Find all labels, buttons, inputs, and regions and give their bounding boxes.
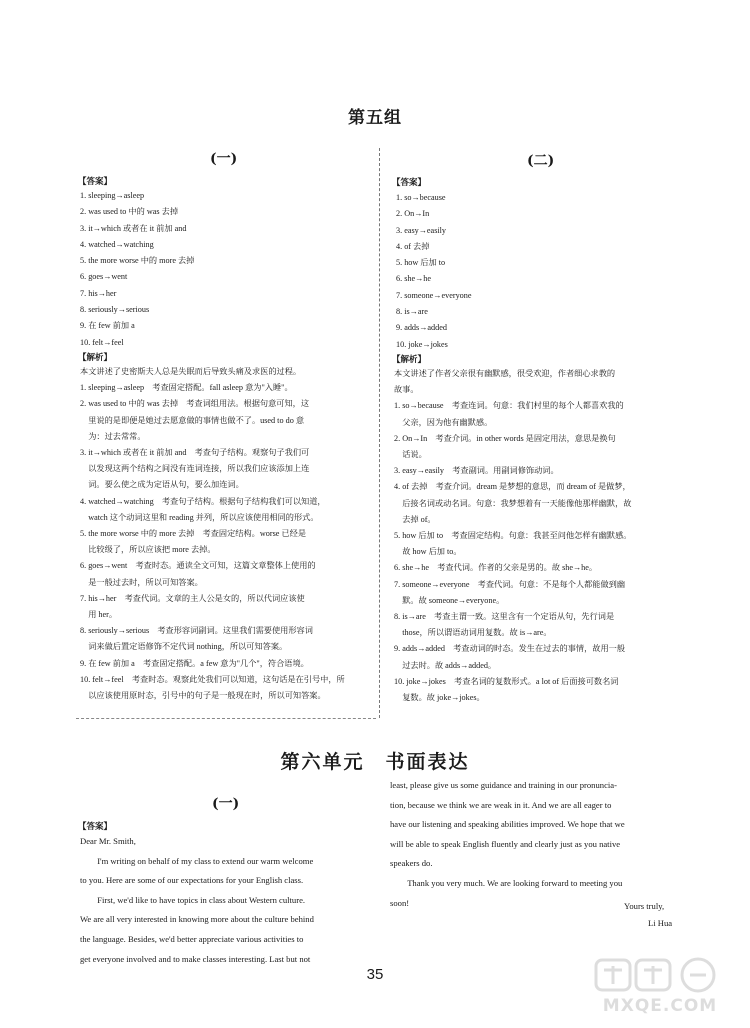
list-item: 4. of 去掉 xyxy=(396,241,430,251)
analysis-line: 去掉 of。 xyxy=(394,514,436,524)
section1-analysis xyxy=(80,364,376,704)
analysis-line: 5. how 后加 to 考查固定结构。句意：我甚至问他怎样有幽默感。 xyxy=(394,531,632,541)
analysis-line: 本文讲述了作者父亲很有幽默感，很受欢迎，作者细心求教的 xyxy=(394,369,616,378)
letter-line: least, please give us some guidance and training in our pronuncia- xyxy=(390,780,617,790)
analysis-line: 2. On→In 考查介词。in other words 是固定用法，意思是换句 xyxy=(394,433,616,443)
analysis-line: 10. joke→jokes 考查名词的复数形式。a lot of 后面接可数名词 xyxy=(394,676,619,686)
letter-line: speakers do. xyxy=(390,858,433,869)
analysis-line: 故事。 xyxy=(394,385,419,395)
analysis-line: 5. the more worse 中的 more 去掉 考查固定结构。worse 已经是 xyxy=(80,529,307,539)
list-item: 2. was used to 中的 was 去掉 xyxy=(80,207,179,217)
section3-heading: (一) xyxy=(212,796,240,812)
list-item: 8. seriously→serious xyxy=(80,305,150,315)
analysis-line: 词。要么使之成为定语从句，要么加连词。 xyxy=(80,480,244,490)
letter-left-column xyxy=(80,832,376,969)
analysis-line: 6. she→he 考查代词。作者的父亲是男的。故 she→he。 xyxy=(394,563,598,573)
page-number: 35 xyxy=(366,966,384,983)
letter-line: Thank you very much. We are looking forward to meeting you xyxy=(390,877,623,888)
section2-answer-list xyxy=(396,190,471,353)
list-item: 1. sleeping→asleep xyxy=(80,191,145,200)
analysis-line: 词来做后置定语修饰不定代词 nothing，所以可知答案。 xyxy=(80,642,288,652)
analysis-line: 7. his→her 考查代词。文章的主人公是女的，所以代词应该使 xyxy=(80,593,305,603)
analysis-line: those，所以谓语动词用复数。故 is→are。 xyxy=(394,628,552,638)
list-item: 10. joke→jokes xyxy=(396,339,448,349)
analysis-line: 以应该使用原时态，引号中的句子是一般现在时，所以可知答案。 xyxy=(80,691,326,701)
list-item: 5. the more worse 中的 more 去掉 xyxy=(80,256,195,266)
analysis-line: 3. it→which 或者在 it 前加 and 考查句子结构。观察句子我们可 xyxy=(80,448,310,458)
analysis-line: watch 这个动词这里和 reading 并列，所以应该使用相同的形式。 xyxy=(80,512,319,522)
letter-signature: Li Hua xyxy=(648,918,673,928)
list-item: 1. so→because xyxy=(396,193,446,202)
list-item: 4. watched→watching xyxy=(80,239,154,249)
section2-analysis-tag: 【解析】 xyxy=(392,355,427,365)
section1-heading: (一) xyxy=(210,151,238,167)
analysis-line: 3. easy→easily 考查副词。用副词修饰动词。 xyxy=(394,466,559,476)
analysis-line: 1. sleeping→asleep 考查固定搭配。fall asleep 意为"入睡"。 xyxy=(80,383,293,393)
analysis-line: 1. so→because 考查连词。句意：我们村里的每个人都喜欢我的 xyxy=(394,401,624,411)
analysis-line: 4. watched→watching 考查句子结构。根据句子结构我们可以知道， xyxy=(80,496,326,506)
analysis-line: 比较级了，所以应该把 more 去掉。 xyxy=(80,545,216,555)
group-title: 第五组 xyxy=(348,108,402,128)
section2-answer-tag: 【答案】 xyxy=(392,178,427,188)
list-item: 3. it→which 或者在 it 前加 and xyxy=(80,223,187,233)
list-item: 8. is→are xyxy=(396,307,428,317)
letter-right-column xyxy=(390,776,690,913)
list-item: 7. someone→everyone xyxy=(396,290,472,300)
letter-line: Dear Mr. Smith, xyxy=(80,836,136,846)
watermark-text: MXQE.COM xyxy=(602,996,718,1016)
list-item: 3. easy→easily xyxy=(396,225,447,235)
analysis-line: 里说的是即便是她过去愿意做的事情也做不了。used to do 意 xyxy=(80,415,305,425)
letter-line: First, we'd like to have topics in class about Western culture. xyxy=(80,894,306,905)
list-item: 9. adds→added xyxy=(396,323,447,333)
analysis-line: 2. was used to 中的 was 去掉 考查词组用法。根据句意可知，这 xyxy=(80,399,310,409)
column-divider xyxy=(379,148,380,718)
letter-line: soon! xyxy=(390,897,410,908)
section3-answer-tag: 【答案】 xyxy=(78,822,113,832)
analysis-line: 9. adds→added 考查动词的时态。发生在过去的事情，故用一般 xyxy=(394,644,626,654)
analysis-line: 后接名词或动名词。句意：我梦想着有一天能像他那样幽默，故 xyxy=(394,498,632,508)
letter-line: will be able to speak English fluently and clearly just as you native xyxy=(390,838,621,849)
list-item: 10. felt→feel xyxy=(80,337,124,347)
analysis-line: 本文讲述了史密斯夫人总是失眠而后导致头痛及求医的过程。 xyxy=(80,367,302,376)
analysis-line: 用 her。 xyxy=(80,610,118,620)
section1-analysis-tag: 【解析】 xyxy=(78,353,113,363)
letter-line: have our listening and speaking abilities improved. We hope that we xyxy=(390,819,625,830)
list-item: 7. his→her xyxy=(80,288,117,298)
analysis-line: 8. is→are 考查主谓一致。这里含有一个定语从句，先行词是 xyxy=(394,612,615,622)
letter-line: to you. Here are some of our expectations for your English class. xyxy=(80,875,304,886)
letter-line: I'm writing on behalf of my class to extend our warm welcome xyxy=(80,855,314,866)
letter-line: the language. Besides, we'd better appreciate various activities to xyxy=(80,933,304,944)
watermark-logo xyxy=(590,956,730,1022)
analysis-line: 话说。 xyxy=(394,450,427,460)
section2-heading: (二) xyxy=(527,153,555,169)
analysis-line: 默。故 someone→everyone。 xyxy=(394,595,505,605)
section-divider xyxy=(76,718,376,719)
analysis-line: 父亲，因为他有幽默感。 xyxy=(394,417,493,427)
analysis-line: 故 how 后加 to。 xyxy=(394,547,462,557)
letter-line: get everyone involved and to make classes interesting. Last but not xyxy=(80,953,311,964)
list-item: 6. she→he xyxy=(396,274,432,284)
letter-line: We are all very interested in knowing more about the culture behind xyxy=(80,914,314,925)
letter-line: tion, because we think we are weak in it. And we are all eager to xyxy=(390,799,612,810)
unit-title: 第六单元 书面表达 xyxy=(280,751,470,773)
analysis-line: 为：过去常常。 xyxy=(80,431,146,441)
letter-closing: Yours truly, xyxy=(624,901,665,911)
analysis-line: 复数。故 joke→jokes。 xyxy=(394,693,485,703)
analysis-line: 7. someone→everyone 考查代词。句意：不是每个人都能做到幽 xyxy=(394,579,626,589)
analysis-line: 4. of 去掉 考查介词。dream 是梦想的意思，而 dream of 是做梦， xyxy=(394,482,631,492)
list-item: 5. how 后加 to xyxy=(396,258,446,268)
analysis-line: 以发现这两个结构之间没有连词连接，所以我们应该添加上连 xyxy=(80,464,310,474)
analysis-line: 10. felt→feel 考查时态。观察此处我们可以知道，这句话是在引号中，所 xyxy=(80,674,345,684)
analysis-line: 过去时。故 adds→added。 xyxy=(394,660,497,670)
section2-analysis xyxy=(394,366,694,706)
list-item: 2. On→In xyxy=(396,209,430,219)
section1-answer-tag: 【答案】 xyxy=(78,177,113,187)
analysis-line: 9. 在 few 前加 a 考查固定搭配。a few 意为"几个"，符合语境。 xyxy=(80,658,309,668)
analysis-line: 是一般过去时，所以可知答案。 xyxy=(80,577,203,587)
list-item: 9. 在 few 前加 a xyxy=(80,321,135,331)
analysis-line: 8. seriously→serious 考查形容词副词。这里我们需要使用形容词 xyxy=(80,626,313,636)
section1-answer-list xyxy=(80,188,194,351)
list-item: 6. goes→went xyxy=(80,272,128,282)
analysis-line: 6. goes→went 考查时态。通读全文可知，这篇文章整体上使用的 xyxy=(80,561,316,571)
